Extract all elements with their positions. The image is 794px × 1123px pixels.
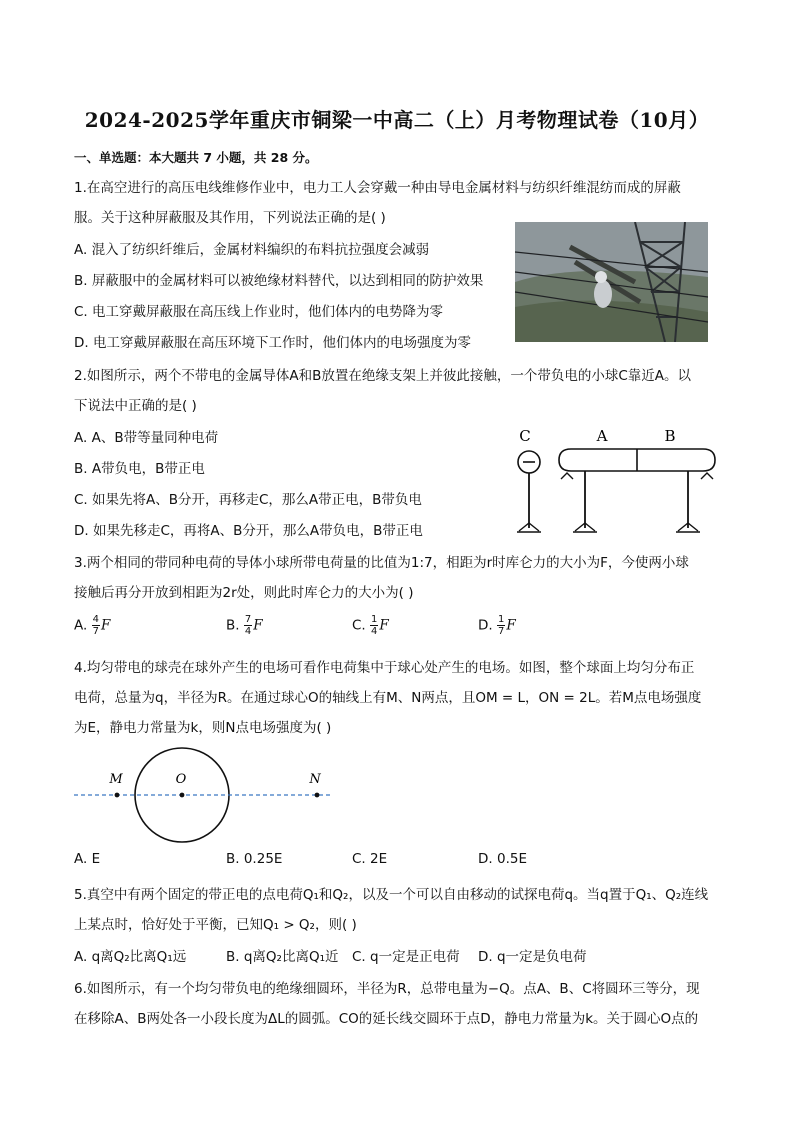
fraction-variable: F bbox=[100, 617, 111, 634]
q4-option-a[interactable]: A. E bbox=[74, 851, 101, 867]
label-b: B bbox=[664, 427, 676, 445]
point-o bbox=[180, 793, 185, 798]
q1-option-d[interactable]: D. 电工穿戴屏蔽服在高压环境下工作时，他们体内的电场强度为零 bbox=[74, 335, 471, 351]
fraction-variable: F bbox=[253, 617, 263, 634]
q5-option-d[interactable]: D. q一定是负电荷 bbox=[478, 949, 587, 965]
fraction bbox=[244, 614, 252, 637]
q2-option-b[interactable]: B. A带负电，B带正电 bbox=[74, 461, 205, 477]
q2-stem-line1: 2.如图所示，两个不带电的金属导体A和B放置在绝缘支架上并彼此接触，一个带负电的小球C靠近A。以 bbox=[74, 368, 692, 384]
fraction-denominator: 7 bbox=[92, 626, 99, 637]
option-label: D. bbox=[478, 617, 497, 634]
label-m: M bbox=[109, 772, 123, 787]
q5-option-c[interactable]: C. q一定是正电荷 bbox=[352, 949, 460, 965]
q3-option-a[interactable] bbox=[74, 614, 110, 637]
lineman-photo bbox=[515, 222, 708, 342]
q6-stem-line1: 6.如图所示，有一个均匀带负电的绝缘细圆环，半径为R，总带电量为−Q。点A、B、C将圆环三等分，现 bbox=[74, 981, 700, 997]
q1-stem-line1: 1.在高空进行的高压电线维修作业中，电力工人会穿戴一种由导电金属材料与纺织纤维混纺而成的屏蔽 bbox=[74, 180, 681, 196]
q5-option-a[interactable]: A. q离Q₂比离Q₁远 bbox=[74, 949, 187, 965]
label-n: N bbox=[309, 772, 321, 787]
option-label: B. bbox=[226, 617, 244, 634]
q3-option-d[interactable] bbox=[478, 614, 516, 637]
q4-stem-line1: 4.均匀带电的球壳在球外产生的电场可看作电荷集中于球心处产生的电场。如图，整个球面上均匀分布正 bbox=[74, 660, 695, 676]
label-a: A bbox=[596, 427, 608, 445]
fraction bbox=[370, 614, 378, 637]
fraction-numerator: 1 bbox=[371, 614, 378, 625]
q1-option-c[interactable]: C. 电工穿戴屏蔽服在高压线上作业时，他们体内的电势降为零 bbox=[74, 304, 444, 320]
tower-illustration bbox=[515, 222, 708, 342]
q4-option-c[interactable]: C. 2E bbox=[352, 851, 388, 867]
sphere-diagram bbox=[70, 745, 350, 850]
label-c: C bbox=[519, 427, 531, 445]
fraction-denominator: 4 bbox=[244, 626, 252, 637]
fraction-denominator: 4 bbox=[371, 626, 378, 637]
fraction-variable: F bbox=[379, 617, 389, 634]
q3-stem-line2: 接触后再分开放到相距为2r处，则此时库仑力的大小为( ) bbox=[74, 585, 414, 601]
q4-stem-line2: 电荷，总量为q，半径为R。在通过球心O的轴线上有M、N两点，且OM = L，ON = 2L。若M点电场强度 bbox=[74, 690, 702, 706]
q3-option-b[interactable] bbox=[226, 614, 263, 637]
q6-stem-line2: 在移除A、B两处各一小段长度为ΔL的圆弧。CO的延长线交圆环于点D，静电力常量为k。关于圆心O点的 bbox=[74, 1011, 699, 1027]
q3-stem-line1: 3.两个相同的带同种电荷的导体小球所带电荷量的比值为1:7，相距为r时库仑力的大小为F，今使两小球 bbox=[74, 555, 689, 571]
label-o: O bbox=[175, 772, 187, 787]
fraction-numerator: 1 bbox=[497, 614, 505, 625]
option-label: C. bbox=[352, 617, 371, 634]
q2-option-a[interactable]: A. A、B带等量同种电荷 bbox=[74, 430, 219, 446]
point-m bbox=[115, 793, 120, 798]
page-title: 2024-2025学年重庆市铜梁一中高二（上）月考物理试卷（10月） bbox=[84, 108, 710, 132]
q3-option-c[interactable] bbox=[352, 614, 389, 637]
q5-stem-line2: 上某点时，恰好处于平衡，已知Q₁ > Q₂，则( ) bbox=[74, 917, 357, 933]
fraction-numerator: 4 bbox=[92, 614, 99, 625]
fraction-variable: F bbox=[506, 617, 516, 634]
q4-stem-line3: 为E，静电力常量为k，则N点电场强度为( ) bbox=[74, 720, 332, 736]
fraction-denominator: 7 bbox=[497, 626, 505, 637]
section-heading: 一、单选题：本大题共 7 小题，共 28 分。 bbox=[74, 150, 318, 165]
fraction-numerator: 7 bbox=[244, 614, 252, 625]
fraction bbox=[497, 614, 505, 637]
q1-stem-line2: 服。关于这种屏蔽服及其作用，下列说法正确的是( ) bbox=[74, 210, 386, 226]
q5-stem-line1: 5.真空中有两个固定的带正电的点电荷Q₁和Q₂，以及一个可以自由移动的试探电荷q。当q置于Q₁、Q₂连线 bbox=[74, 887, 709, 903]
q2-option-c[interactable]: C. 如果先将A、B分开，再移走C，那么A带正电，B带负电 bbox=[74, 492, 422, 508]
q5-option-b[interactable]: B. q离Q₂比离Q₁近 bbox=[226, 949, 339, 965]
q1-option-b[interactable]: B. 屏蔽服中的金属材料可以被绝缘材料替代，以达到相同的防护效果 bbox=[74, 273, 484, 289]
q1-option-a[interactable]: A. 混入了纺织纤维后，金属材料编织的布料抗拉强度会减弱 bbox=[74, 242, 430, 258]
q2-option-d[interactable]: D. 如果先移走C，再将A、B分开，那么A带负电，B带正电 bbox=[74, 523, 423, 539]
q4-option-d[interactable]: D. 0.5E bbox=[478, 851, 527, 867]
fraction bbox=[92, 614, 100, 637]
point-n bbox=[315, 793, 320, 798]
q2-stem-line2: 下说法中正确的是( ) bbox=[74, 398, 197, 414]
conductor-diagram bbox=[505, 425, 720, 537]
q4-option-b[interactable]: B. 0.25E bbox=[226, 851, 283, 867]
option-label: A. bbox=[74, 617, 92, 634]
